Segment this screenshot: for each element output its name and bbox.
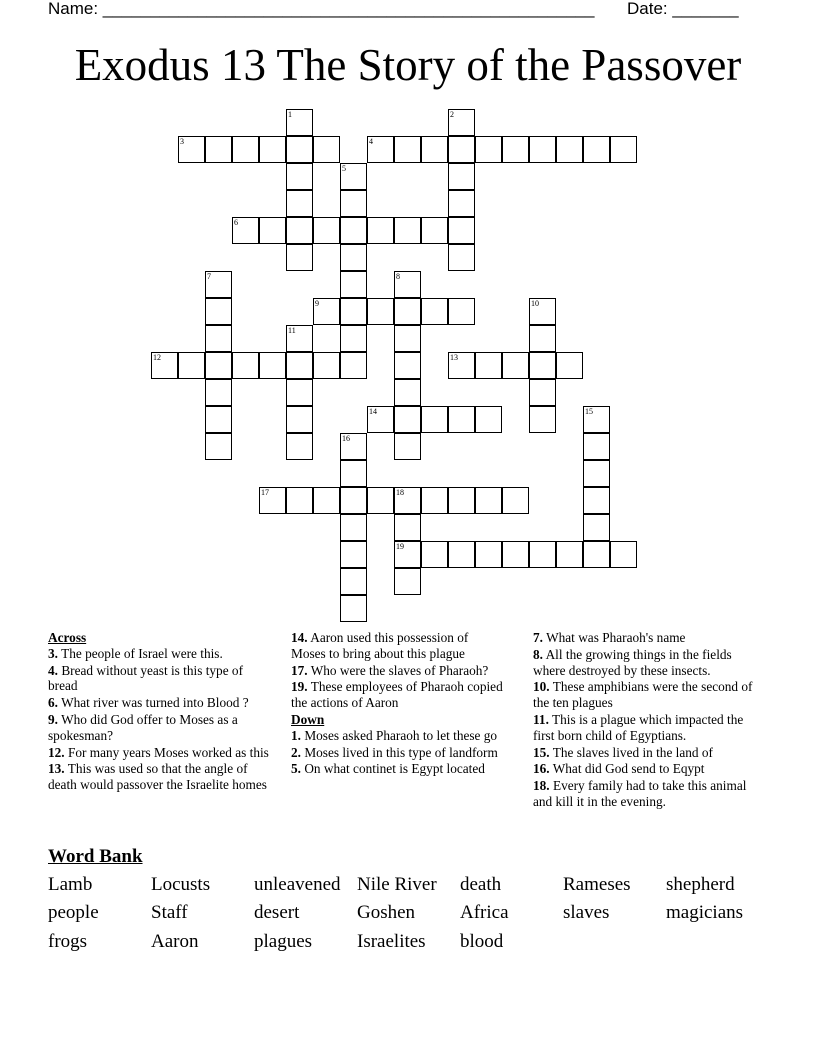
clue-number: 4 (369, 137, 373, 146)
crossword-cell[interactable] (340, 325, 367, 352)
clue-number: 19 (396, 542, 404, 551)
word-bank-item: unleavened (254, 874, 341, 895)
crossword-cell[interactable] (340, 541, 367, 568)
crossword-cell[interactable] (502, 136, 529, 163)
clue-number: 11 (288, 326, 296, 335)
crossword-cell[interactable] (205, 406, 232, 433)
crossword-cell[interactable] (502, 487, 529, 514)
crossword-cell[interactable] (340, 460, 367, 487)
crossword-cell[interactable] (556, 541, 583, 568)
crossword-cell[interactable] (205, 379, 232, 406)
crossword-cell[interactable] (340, 568, 367, 595)
clue-number: 14 (369, 407, 377, 416)
clue-number: 8 (396, 272, 400, 281)
crossword-cell[interactable] (340, 271, 367, 298)
crossword-cell[interactable] (583, 487, 610, 514)
word-bank-title: Word Bank (48, 846, 143, 867)
word-bank-item: frogs (48, 931, 88, 952)
crossword-cell[interactable] (529, 379, 556, 406)
crossword-cell[interactable] (421, 298, 448, 325)
across-clue: 13. This was used so that the angle of death would passover the Israelite homes (48, 761, 267, 793)
date-field-label: Date: _______ (627, 0, 739, 18)
across-clue: 3. The people of Israel were this. (48, 645, 223, 661)
crossword-cell[interactable] (583, 514, 610, 541)
crossword-cell[interactable] (340, 190, 367, 217)
crossword-cell[interactable] (394, 406, 421, 433)
crossword-cell[interactable] (421, 136, 448, 163)
crossword-cell[interactable] (610, 541, 637, 568)
down-clue: 10. These amphibians were the second of the ten plagues (533, 679, 753, 711)
crossword-cell[interactable] (286, 406, 313, 433)
crossword-cell[interactable] (313, 136, 340, 163)
crossword-cell[interactable] (421, 541, 448, 568)
crossword-cell[interactable] (286, 487, 313, 514)
word-bank-item: Goshen (357, 902, 416, 923)
crossword-cell[interactable] (448, 541, 475, 568)
crossword-cell[interactable] (529, 325, 556, 352)
crossword-cell[interactable] (286, 163, 313, 190)
crossword-cell[interactable] (529, 352, 556, 379)
crossword-cell[interactable] (340, 595, 367, 622)
clue-number: 16 (342, 434, 350, 443)
crossword-cell[interactable] (286, 433, 313, 460)
clue-number: 1 (288, 110, 292, 119)
word-bank-item: plagues (254, 931, 313, 952)
crossword-cell[interactable] (205, 352, 232, 379)
crossword-cell[interactable] (448, 406, 475, 433)
crossword-cell[interactable] (448, 298, 475, 325)
crossword-cell[interactable] (340, 487, 367, 514)
clues-column-1 (48, 630, 273, 794)
crossword-cell[interactable] (394, 568, 421, 595)
down-clue: 16. What did God send to Eqypt (533, 761, 705, 777)
crossword-cell[interactable] (556, 136, 583, 163)
crossword-cell[interactable] (178, 352, 205, 379)
clue-number: 12 (153, 353, 161, 362)
crossword-cell[interactable] (475, 487, 502, 514)
crossword-cell[interactable] (205, 325, 232, 352)
clue-number: 15 (585, 407, 593, 416)
crossword-cell[interactable] (421, 406, 448, 433)
crossword-cell[interactable] (421, 217, 448, 244)
word-bank-item: slaves (563, 902, 610, 923)
clue-number: 5 (342, 164, 346, 173)
crossword-cell[interactable] (529, 406, 556, 433)
crossword-cell[interactable] (313, 217, 340, 244)
crossword-cell[interactable] (367, 298, 394, 325)
crossword-cell[interactable] (475, 136, 502, 163)
word-bank-item: Israelites (357, 931, 426, 952)
clue-number: 13 (450, 353, 458, 362)
crossword-cell[interactable] (286, 190, 313, 217)
down-clue: 18. Every family had to take this animal and kill it in the evening. (533, 778, 747, 809)
crossword-cell[interactable] (448, 136, 475, 163)
crossword-cell[interactable] (286, 352, 313, 379)
crossword-cell[interactable] (340, 352, 367, 379)
down-clue: 5. On what continet is Egypt located (291, 761, 485, 777)
crossword-cell[interactable] (367, 217, 394, 244)
down-clue: 7. What was Pharaoh's name (533, 630, 686, 645)
crossword-cell[interactable] (205, 433, 232, 460)
word-bank-item: Lamb (48, 874, 93, 895)
across-clue: 19. These employees of Pharaoh copied the actions of Aaron (291, 679, 503, 711)
crossword-cell[interactable] (394, 217, 421, 244)
crossword-cell[interactable] (340, 514, 367, 541)
crossword-cell[interactable] (259, 217, 286, 244)
clues-column-2 (291, 630, 506, 778)
across-heading: Across (48, 630, 87, 645)
clue-number: 3 (180, 137, 184, 146)
crossword-cell[interactable] (556, 352, 583, 379)
crossword-cell[interactable] (421, 487, 448, 514)
clues-column-3 (533, 630, 758, 811)
down-heading: Down (291, 711, 325, 727)
clue-number: 17 (261, 488, 269, 497)
word-bank-item: death (460, 874, 502, 895)
word-bank-item: Rameses (563, 874, 631, 895)
crossword-cell[interactable] (583, 460, 610, 487)
down-clue: 8. All the growing things in the fields where destroyed by these insects. (533, 646, 732, 678)
word-bank-item: blood (460, 931, 504, 952)
clue-number: 6 (234, 218, 238, 227)
name-field-label: Name: ____________________________________________________ (48, 0, 595, 18)
down-clue: 2. Moses lived in this type of landform (291, 744, 498, 760)
down-clue: 11. This is a plague which impacted the first born child of Egyptians. (533, 711, 744, 743)
crossword-cell[interactable] (340, 298, 367, 325)
down-clue: 1. Moses asked Pharaoh to let these go (291, 727, 498, 743)
crossword-cell[interactable] (286, 217, 313, 244)
crossword-cell[interactable] (259, 136, 286, 163)
crossword-cell[interactable] (259, 352, 286, 379)
crossword-cell[interactable] (286, 136, 313, 163)
crossword-cell[interactable] (610, 136, 637, 163)
clue-number: 9 (315, 299, 319, 308)
across-clue: 17. Who were the slaves of Pharaoh? (291, 662, 489, 678)
crossword-cell[interactable] (232, 352, 259, 379)
across-clue: 6. What river was turned into Blood ? (48, 695, 249, 711)
page-title: Exodus 13 The Story of the Passover (74, 40, 742, 90)
crossword-cell[interactable] (394, 433, 421, 460)
crossword-cell[interactable] (475, 541, 502, 568)
word-bank-item: desert (254, 902, 300, 923)
crossword-cell[interactable] (286, 379, 313, 406)
crossword-cell[interactable] (448, 487, 475, 514)
across-clue: 9. Who did God offer to Moses as a spokesman? (48, 711, 238, 743)
crossword-cell[interactable] (394, 325, 421, 352)
crossword-cell[interactable] (583, 433, 610, 460)
crossword-cell[interactable] (340, 217, 367, 244)
crossword-cell[interactable] (448, 217, 475, 244)
crossword-cell[interactable] (367, 487, 394, 514)
crossword-cell[interactable] (313, 487, 340, 514)
clue-number: 18 (396, 488, 404, 497)
crossword-cell[interactable] (448, 244, 475, 271)
crossword-cell[interactable] (232, 136, 259, 163)
crossword-cell[interactable] (475, 406, 502, 433)
crossword-cell[interactable] (529, 136, 556, 163)
word-bank-item: magicians (666, 902, 744, 923)
crossword-cell[interactable] (394, 514, 421, 541)
clue-number: 2 (450, 110, 454, 119)
crossword-cell[interactable] (394, 298, 421, 325)
word-bank-item: Staff (151, 902, 188, 923)
crossword-cell[interactable] (394, 352, 421, 379)
crossword-cell[interactable] (583, 541, 610, 568)
crossword-cell[interactable] (394, 136, 421, 163)
crossword-cell[interactable] (502, 541, 529, 568)
across-clue: 4. Bread without yeast is this type of bread (48, 662, 244, 694)
crossword-cell[interactable] (583, 136, 610, 163)
word-bank-item: Nile River (357, 874, 437, 895)
crossword-cell[interactable] (394, 379, 421, 406)
across-clue: 12. For many years Moses worked as this (48, 744, 269, 760)
crossword-cell[interactable] (313, 352, 340, 379)
word-bank-item: Locusts (151, 874, 211, 895)
crossword-cell[interactable] (502, 352, 529, 379)
crossword-cell[interactable] (205, 298, 232, 325)
crossword-cell[interactable] (340, 244, 367, 271)
crossword-cell[interactable] (286, 244, 313, 271)
word-bank-item: shepherd (666, 874, 735, 895)
clue-number: 7 (207, 272, 211, 281)
crossword-cell[interactable] (475, 352, 502, 379)
word-bank-item: Africa (460, 902, 509, 923)
down-clue: 15. The slaves lived in the land of (533, 744, 713, 760)
word-bank-item: people (48, 902, 99, 923)
crossword-cell[interactable] (205, 136, 232, 163)
word-bank-item: Aaron (151, 931, 199, 952)
crossword-cell[interactable] (448, 190, 475, 217)
crossword-cell[interactable] (448, 163, 475, 190)
crossword-cell[interactable] (529, 541, 556, 568)
clue-number: 10 (531, 299, 539, 308)
across-clue: 14. Aaron used this possession of Moses to bring about this plague (291, 630, 469, 661)
